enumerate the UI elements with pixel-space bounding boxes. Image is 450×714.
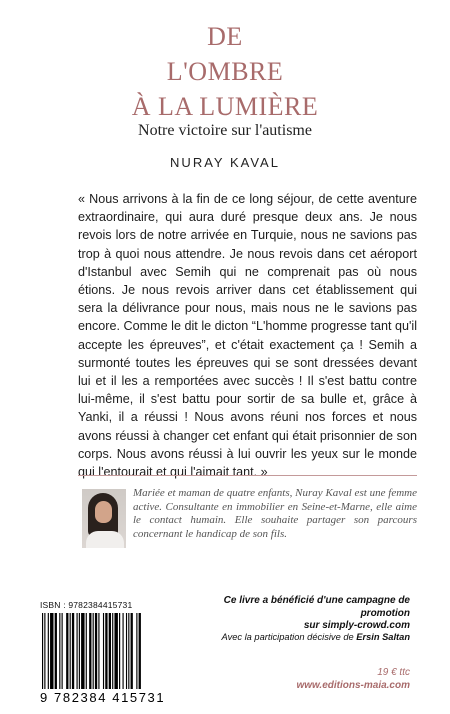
barcode-bar — [66, 613, 68, 689]
title-line-3: À LA LUMIÈRE — [131, 92, 319, 121]
barcode — [40, 613, 190, 689]
participation-prefix: Avec la participation décisive de — [221, 632, 354, 642]
barcode-bar — [77, 613, 78, 689]
barcode-bar — [119, 613, 120, 689]
photo-shirt — [86, 531, 124, 548]
participation-name: Ersin Saltan — [356, 632, 410, 642]
barcode-bar — [62, 613, 63, 689]
barcode-bar — [95, 613, 97, 689]
barcode-bar — [81, 613, 84, 689]
barcode-bar — [72, 613, 74, 689]
barcode-bar — [112, 613, 113, 689]
barcode-bar — [126, 613, 127, 689]
barcode-bar — [103, 613, 104, 689]
promo-line-2: sur simply-crowd.com — [303, 620, 410, 631]
barcode-bar — [123, 613, 124, 689]
barcode-bar — [93, 613, 94, 689]
promo-text — [190, 595, 410, 633]
barcode-bar — [42, 613, 43, 689]
barcode-digits: 9 782384 415731 — [40, 690, 166, 705]
barcode-bar — [59, 613, 60, 689]
author-photo — [82, 489, 126, 548]
author-bio: Mariée et maman de quatre enfants, Nuray Kaval est une femme active. Consultante en immobilier en Seine-et-Marne, elle aime le contact humain. Elle souhaite partager son parcours concernant le handicap de son fils. — [133, 487, 417, 540]
promo-line-1: Ce livre a bénéficié d'une campagne de promotion — [223, 595, 410, 619]
title-line-2: L'OMBRE — [166, 57, 284, 86]
back-cover-blurb: « Nous arrivons à la fin de ce long séjour, de cette aventure extraordinaire, qui aura duré presque deux ans. Je nous revois lors de notre arrivée en Turquie, nous ne savions pas trop à quoi nous attendre. Je nous revois dans cet aéroport d'Istanbul avec Semih qui ne comprenait pas où nous étions. Je nous revois arriver dans cet établissement qui sera la délivrance pour nous, mais nous ne le savions pas encore. Comme le dit le dicton “L'homme progresse tant qu'il accepte les épreuves”, et c'était exactement ça ! Semih a surmonté toutes les épreuves qui se sont dressées devant lui et il les a remportées avec succès ! Il s'est battu contre lui-même, il s'est battu pour sortir de sa bulle et, grâce à Yanki, il a réussi ! Nous avons réuni nos forces et nous avons réussi à changer cet enfant qui était prisonnier de son corps. Nous avons réussi à lui ouvrir les yeux sur le monde qui l'entourait et qui l'aimait tant. » — [78, 192, 417, 480]
barcode-bar — [86, 613, 87, 689]
barcode-bar — [109, 613, 111, 689]
barcode-bar — [131, 613, 133, 689]
barcode-bar — [128, 613, 129, 689]
barcode-bar — [139, 613, 141, 689]
barcode-bar — [70, 613, 71, 689]
barcode-bar — [89, 613, 91, 689]
website-link[interactable]: www.editions-maia.com — [296, 680, 410, 691]
barcode-bar — [48, 613, 49, 689]
divider — [78, 475, 417, 476]
barcode-bar — [55, 613, 57, 689]
barcode-bar — [79, 613, 80, 689]
barcode-bar — [50, 613, 53, 689]
isbn-label: ISBN : 9782384415731 — [40, 600, 133, 610]
barcode-bar — [136, 613, 137, 689]
photo-face — [95, 501, 112, 523]
barcode-bar — [98, 613, 99, 689]
title-line-1: DE — [207, 22, 243, 51]
barcode-icon — [40, 613, 190, 689]
author-name: NURAY KAVAL — [170, 155, 280, 170]
barcode-bar — [105, 613, 107, 689]
barcode-bar — [114, 613, 117, 689]
barcode-bar — [44, 613, 45, 689]
participation-text — [180, 632, 410, 642]
subtitle: Notre victoire sur l'autisme — [138, 122, 312, 139]
price: 19 € ttc — [377, 667, 410, 678]
